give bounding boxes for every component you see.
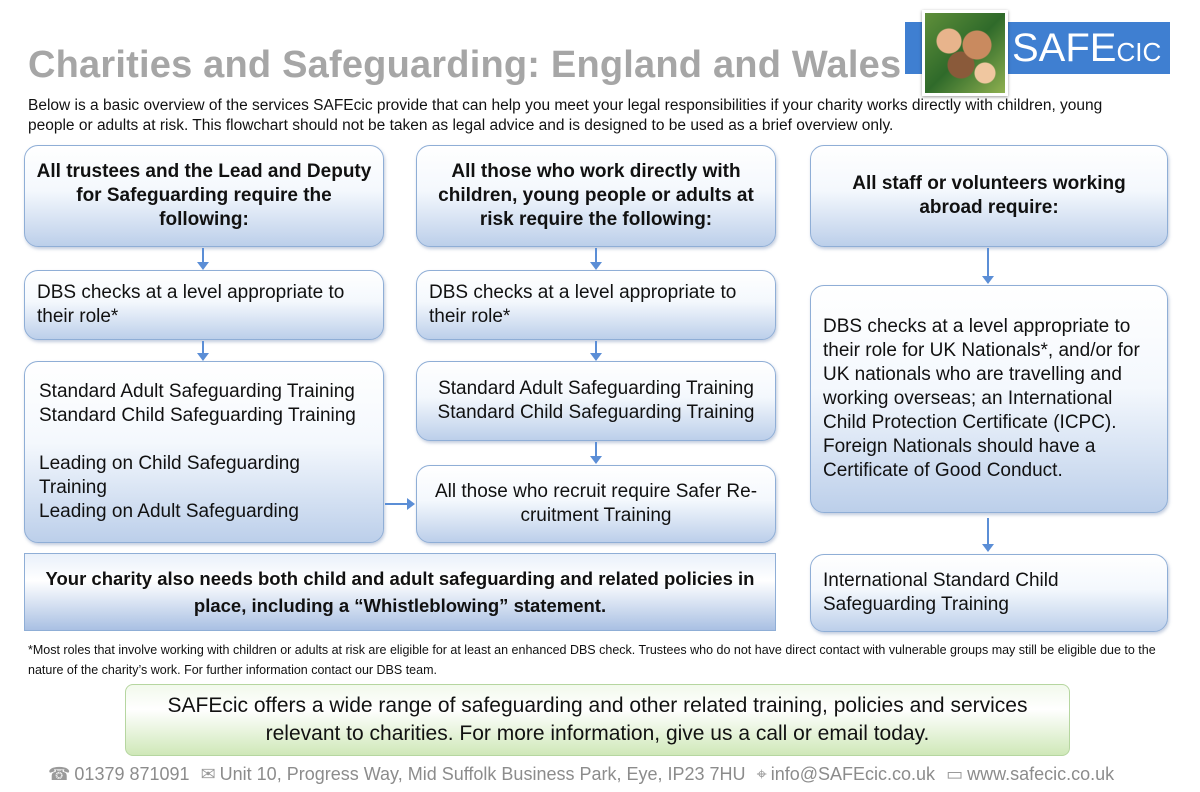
- column-1-heading: [24, 145, 384, 247]
- training-line: Standard Adult Safeguarding Training: [39, 381, 355, 402]
- intro-text: Below is a basic overview of the services SAFEcic provide that can help you meet your legal responsibilities if your charity works directly with children, young people or adults at risk. This flowchart should not be taken as legal advice and is designed to be used as a brief overview only.: [28, 97, 1103, 134]
- column-3-training-box: [810, 554, 1168, 632]
- column-2-training-box: [416, 361, 776, 441]
- arrow-1a: [202, 248, 204, 264]
- mouse-icon: ⌖: [756, 764, 767, 784]
- column-2-heading-text: All those who work directly with children, young people or adults at risk require the following:: [438, 161, 754, 230]
- arrow-1b: [202, 341, 204, 355]
- column-2-recruitment-box: [416, 465, 776, 543]
- column-1-training-box: [24, 361, 384, 543]
- column-2-heading: [416, 145, 776, 247]
- contact-bar: [48, 764, 1168, 785]
- arrow-3a: [987, 248, 989, 278]
- training-line: Leading on Adult Safeguarding: [39, 501, 299, 522]
- address-icon: ✉: [200, 764, 216, 784]
- policy-banner: [24, 553, 776, 631]
- column-3-dbs-box: [810, 285, 1168, 513]
- contact-website[interactable]: www.safecic.co.uk: [967, 764, 1115, 784]
- arrow-3b: [987, 518, 989, 546]
- column-1-dbs-text: DBS checks at a level appropriate to their role*: [37, 282, 345, 327]
- contact-email[interactable]: info@SAFEcic.co.uk: [770, 764, 936, 784]
- training-line: Leading on Child Safeguarding Training: [39, 453, 300, 498]
- logo: [1012, 26, 1161, 74]
- logo-text-small: CIC: [1116, 37, 1162, 67]
- logo-text-main: SAFE: [1012, 26, 1117, 70]
- computer-icon: ▭: [946, 764, 964, 784]
- footnote: *Most roles that involve working with children or adults at risk are eligible for at least an enhanced DBS check. Trustees who do not have direct contact with vulnerable groups may still be eligible due to the nature of the charity’s work. For further information contact our DBS team.: [28, 643, 1156, 677]
- column-1-dbs-box: [24, 270, 384, 340]
- logo-photo: [922, 10, 1008, 96]
- cta-box: [125, 684, 1070, 756]
- column-3-dbs-text: DBS checks at a level appropriate to their role for UK Nationals*, and/or for UK nationals who are travelling and working overseas; an International Child Protection Certificate (ICPC). Foreign Nationals should have a Certificate of Good Conduct.: [823, 316, 1140, 481]
- phone-icon: ☎: [48, 764, 71, 784]
- column-3-heading: [810, 145, 1168, 247]
- training-line: Standard Child Safeguarding Training: [437, 402, 755, 423]
- arrow-2c: [595, 442, 597, 458]
- column-2-dbs-text: DBS checks at a level appropriate to their role*: [429, 282, 737, 327]
- policy-text: Your charity also needs both child and adult safeguarding and related policies in place, including a “Whistleblowing” statement.: [45, 568, 755, 616]
- training-line: Standard Child Safeguarding Training: [39, 405, 356, 426]
- column-2-dbs-box: [416, 270, 776, 340]
- training-line: Standard Adult Safeguarding Training: [438, 378, 754, 399]
- arrow-1c: [385, 503, 409, 505]
- arrow-2b: [595, 341, 597, 355]
- arrow-2a: [595, 248, 597, 264]
- cta-text: SAFEcic offers a wide range of safeguarding and other related training, policies and services relevant to charities. For more information, give us a call or email today.: [167, 694, 1028, 745]
- contact-address: Unit 10, Progress Way, Mid Suffolk Business Park, Eye, IP23 7HU: [219, 764, 746, 784]
- column-3-heading-text: All staff or volunteers working abroad require:: [852, 173, 1126, 218]
- contact-phone[interactable]: 01379 871091: [74, 764, 190, 784]
- column-3-training-text: International Standard Child Safeguarding Training: [823, 570, 1059, 615]
- page-title: Charities and Safeguarding: England and Wales: [28, 44, 902, 86]
- column-2-recruitment-text: All those who recruit require Safer Re-cruitment Training: [434, 481, 758, 526]
- column-1-heading-text: All trustees and the Lead and Deputy for Safeguarding require the following:: [36, 161, 372, 230]
